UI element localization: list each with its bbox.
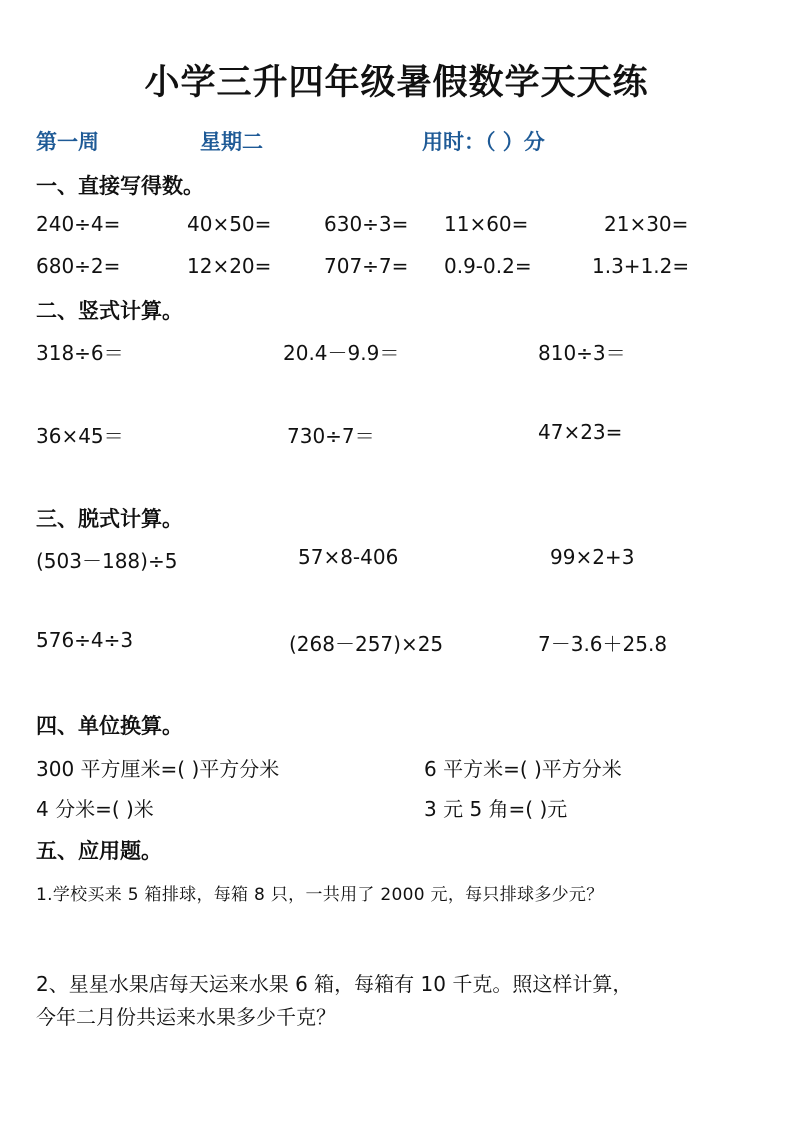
exercise-item: (268－257)×25 <box>289 632 444 656</box>
exercise-item: 11×60= <box>444 212 529 236</box>
page-title: 小学三升四年级暑假数学天天练 <box>144 63 649 103</box>
exercise-item: 21×30= <box>604 212 689 236</box>
exercise-item: 680÷2= <box>36 254 121 278</box>
exercise-item: 12×20= <box>187 254 272 278</box>
exercise-item: 300 平方厘米=( )平方分米 <box>36 757 280 781</box>
section-heading-word-problems: 五、应用题。 <box>36 839 162 863</box>
word-problem-2-line-1: 2、星星水果店每天运来水果 6 箱，每箱有 10 千克。照这样计算， <box>36 972 633 996</box>
exercise-item: 6 平方米=( )平方分米 <box>424 757 622 781</box>
exercise-item: 3 元 5 角=( )元 <box>424 797 568 821</box>
exercise-item: 99×2+3 <box>550 545 635 569</box>
exercise-item: 707÷7= <box>324 254 409 278</box>
exercise-item: (503－188)÷5 <box>36 549 178 573</box>
exercise-item: 36×45＝ <box>36 424 124 448</box>
section-heading-unit-conversion: 四、单位换算。 <box>36 714 183 738</box>
exercise-item: 730÷7＝ <box>287 424 375 448</box>
word-problem-1: 1.学校买来 5 箱排球，每箱 8 只，一共用了 2000 元，每只排球多少元？ <box>36 885 604 905</box>
exercise-item: 20.4－9.9＝ <box>283 341 400 365</box>
exercise-item: 576÷4÷3 <box>36 628 134 652</box>
exercise-item: 318÷6＝ <box>36 341 124 365</box>
section-heading-step-calc: 三、脱式计算。 <box>36 507 183 531</box>
exercise-item: 57×8-406 <box>298 545 399 569</box>
exercise-item: 630÷3= <box>324 212 409 236</box>
word-problem-2-line-2: 今年二月份共运来水果多少千克？ <box>36 1005 336 1029</box>
day-label: 星期二 <box>200 130 263 154</box>
section-heading-mental-math: 一、直接写得数。 <box>36 174 204 198</box>
exercise-item: 4 分米=( )米 <box>36 797 154 821</box>
exercise-item: 810÷3＝ <box>538 341 626 365</box>
time-label: 用时：（ ）分 <box>422 130 545 154</box>
section-heading-vertical-calc: 二、竖式计算。 <box>36 299 183 323</box>
exercise-item: 40×50= <box>187 212 272 236</box>
exercise-item: 47×23= <box>538 420 623 444</box>
week-label: 第一周 <box>36 130 99 154</box>
exercise-item: 0.9-0.2= <box>444 254 532 278</box>
exercise-item: 1.3+1.2= <box>592 254 690 278</box>
exercise-item: 7－3.6＋25.8 <box>538 632 668 656</box>
exercise-item: 240÷4= <box>36 212 121 236</box>
